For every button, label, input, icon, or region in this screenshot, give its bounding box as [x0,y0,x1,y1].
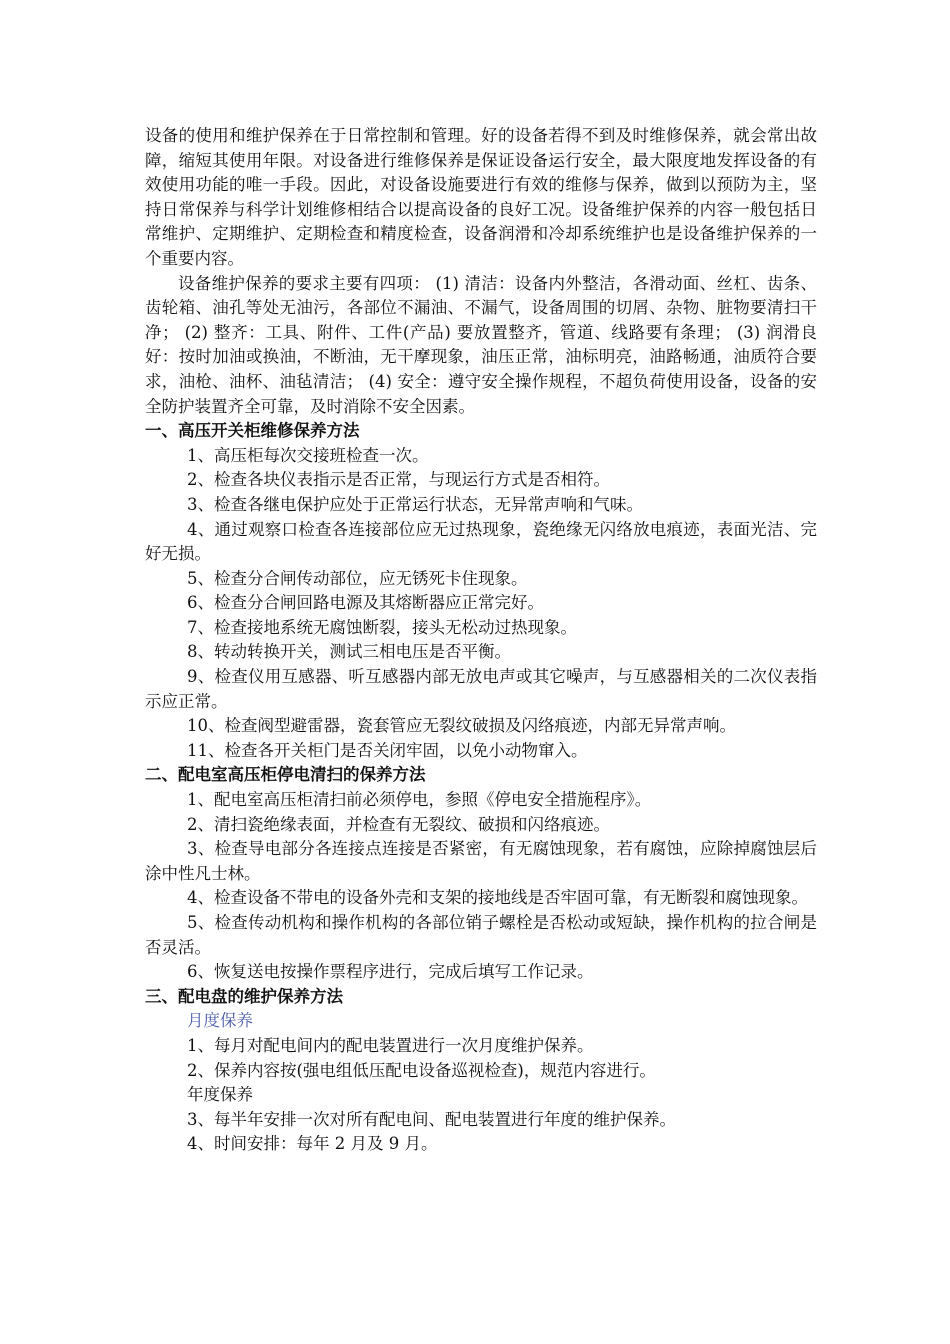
intro-paragraph-2: 设备维护保养的要求主要有四项： (1) 清洁：设备内外整洁，各滑动面、丝杠、齿条、齿轮箱、油孔等处无油污，各部位不漏油、不漏气，设备周围的切屑、杂物、脏物要清扫干净； (2) 整齐：工具、附件、工件(产品) 要放置整齐，管道、线路要有条理； (3) 润滑良好：按时加油或换油，不断油，无干摩现象，油压正常，油标明亮，油路畅通，油质符合要求，油枪、油杯、油毡清洁； (4) 安全：遵守安全操作规程，不超负荷使用设备，设备的安全防护装置齐全可靠，及时消除不安全因素。 [145,273,817,416]
list-item: 4、检查设备不带电的设备外壳和支架的接地线是否牢固可靠，有无断裂和腐蚀现象。 [187,888,808,908]
document-page [145,124,817,1157]
list-item: 2、检查各块仪表指示是否正常，与现运行方式是否相符。 [187,470,610,490]
list-item: 3、检查各继电保护应处于正常运行状态，无异常声响和气味。 [187,494,643,514]
list-item: 5、检查传动机构和操作机构的各部位销子螺栓是否松动或短缺，操作机构的拉合闸是否灵活。 [145,913,817,957]
yearly-maintenance-subheading: 年度保养 [187,1085,253,1105]
list-item: 6、检查分合闸回路电源及其熔断器应正常完好。 [187,593,544,613]
list-item: 1、每月对配电间内的配电装置进行一次月度维护保养。 [187,1035,594,1055]
monthly-maintenance-subheading: 月度保养 [187,1011,253,1031]
list-item: 1、配电室高压柜清扫前必须停电，参照《停电安全措施程序》。 [187,790,652,810]
section-1-heading: 一、高压开关柜维修保养方法 [145,421,360,441]
list-item: 2、保养内容按(强电组低压配电设备巡视检查)，规范内容进行。 [187,1060,656,1080]
list-item: 5、检查分合闸传动部位，应无锈死卡住现象。 [187,568,528,588]
list-item: 1、高压柜每次交接班检查一次。 [187,445,429,465]
intro-paragraph-1: 设备的使用和维护保养在于日常控制和管理。好的设备若得不到及时维修保养，就会常出故障，缩短其使用年限。对设备进行维修保养是保证设备运行安全，最大限度地发挥设备的有效使用功能的唯一手段。因此，对设备设施要进行有效的维修与保养，做到以预防为主，坚持日常保养与科学计划维修相结合以提高设备的良好工况。设备维护保养的内容一般包括日常维护、定期维护、定期检查和精度检查，设备润滑和冷却系统维护也是设备维护保养的一个重要内容。 [145,126,817,268]
section-2-heading: 二、配电室高压柜停电清扫的保养方法 [145,765,426,785]
list-item: 9、检查仪用互感器、听互感器内部无放电声或其它噪声，与互感器相关的二次仪表指示应正常。 [145,667,817,711]
list-item: 10、检查阀型避雷器，瓷套管应无裂纹破损及闪络痕迹，内部无异常声响。 [187,716,736,736]
list-item: 3、检查导电部分各连接点连接是否紧密，有无腐蚀现象，若有腐蚀，应除掉腐蚀层后涂中性凡士林。 [145,839,817,883]
section-3-heading: 三、配电盘的维护保养方法 [145,986,343,1006]
list-item: 2、清扫瓷绝缘表面，并检查有无裂纹、破损和闪络痕迹。 [187,814,610,834]
list-item: 7、检查接地系统无腐蚀断裂，接头无松动过热现象。 [187,617,577,637]
list-item: 4、通过观察口检查各连接部位应无过热现象，瓷绝缘无闪络放电痕迹，表面光洁、完好无损。 [145,519,817,564]
list-item: 3、每半年安排一次对所有配电间、配电装置进行年度的维护保养。 [187,1109,676,1129]
list-item: 4、时间安排：每年 2 月及 9 月。 [187,1134,438,1154]
list-item: 6、恢复送电按操作票程序进行，完成后填写工作记录。 [187,962,594,982]
list-item: 11、检查各开关柜门是否关闭牢固，以免小动物窜入。 [187,740,588,760]
list-item: 8、转动转换开关，测试三相电压是否平衡。 [187,642,511,662]
